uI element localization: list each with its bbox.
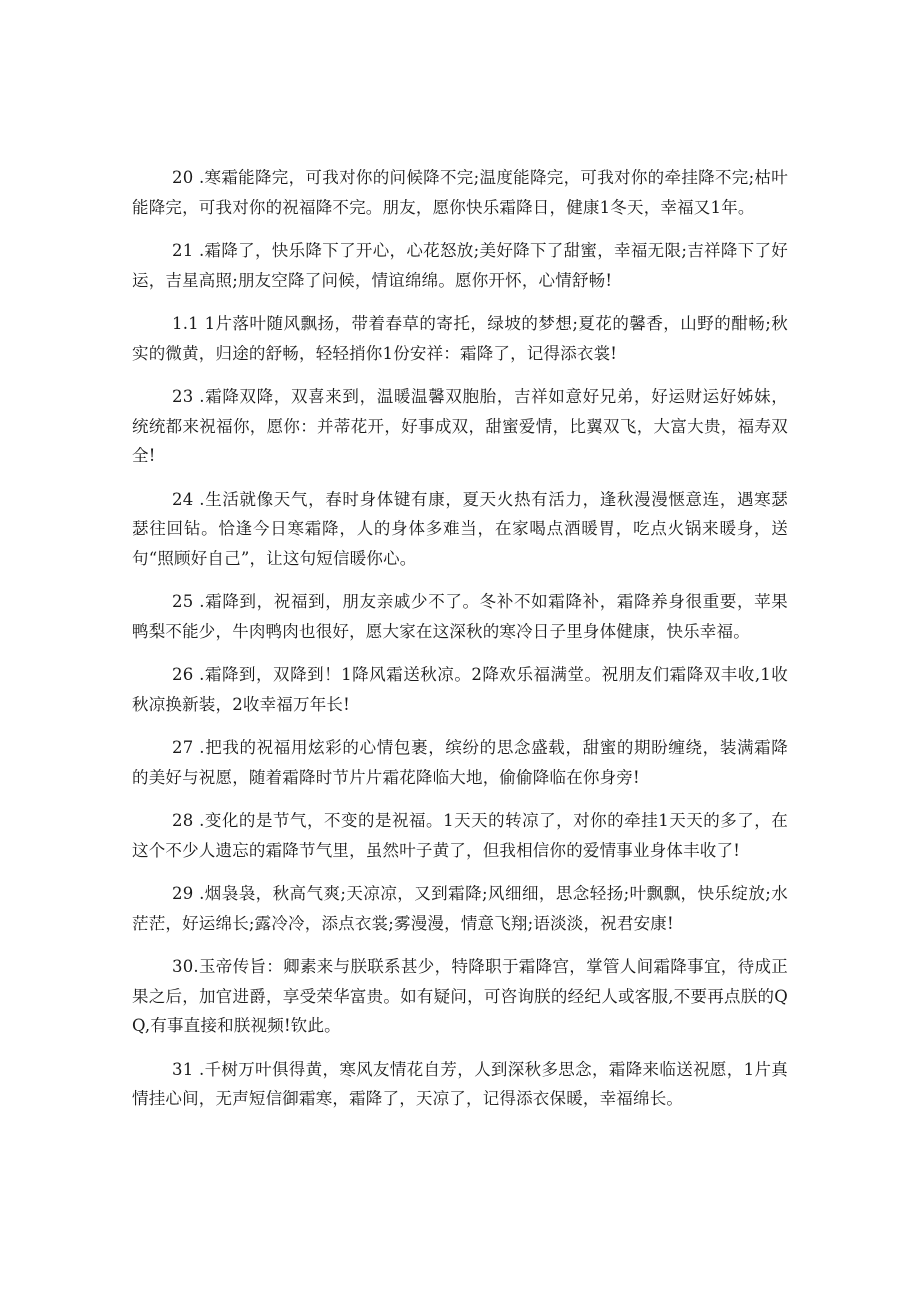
document-body	[132, 163, 788, 1128]
paragraph-20: 20 .寒霜能降完，可我对你的问候降不完;温度能降完，可我对你的牵挂降不完;枯叶能降完，可我对你的祝福降不完。朋友，愿你快乐霜降日，健康1冬天，幸福又1年。	[132, 168, 788, 217]
paragraph-28: 28 .变化的是节气，不变的是祝福。1天天的转凉了，对你的牵挂1天天的多了，在这个不少人遗忘的霜降节气里，虽然叶子黄了，但我相信你的爱情事业身体丰收了!	[132, 811, 788, 860]
paragraph-21: 21 .霜降了，快乐降下了开心，心花怒放;美好降下了甜蜜，幸福无限;吉祥降下了好运，吉星高照;朋友空降了问候，情谊绵绵。愿你开怀，心情舒畅!	[132, 241, 788, 290]
paragraph-29: 29 .烟袅袅，秋高气爽;天凉凉，又到霜降;风细细，思念轻扬;叶飘飘，快乐绽放;水茫茫，好运绵长;露冷冷，添点衣裳;雾漫漫，情意飞翔;语淡淡，祝君安康!	[132, 884, 788, 933]
paragraph-30: 30.玉帝传旨：卿素来与朕联系甚少，特降职于霜降宫，掌管人间霜降事宜，待成正果之后，加官进爵，享受荣华富贵。如有疑问，可咨询朕的经纪人或客服,不要再点朕的QQ,有事直接和朕视频!钦此。	[132, 957, 788, 1035]
paragraph-25: 25 .霜降到，祝福到，朋友亲戚少不了。冬补不如霜降补，霜降养身很重要，苹果鸭梨不能少，牛肉鸭肉也很好，愿大家在这深秋的寒冷日子里身体健康，快乐幸福。	[132, 592, 788, 641]
paragraph-23: 23 .霜降双降，双喜来到，温暖温馨双胞胎，吉祥如意好兄弟，好运财运好姊妹，统统都来祝福你，愿你：并蒂花开，好事成双，甜蜜爱情，比翼双飞，大富大贵，福寿双全!	[132, 387, 788, 465]
paragraph-22: 1.1 1片落叶随风飘扬，带着春草的寄托，绿坡的梦想;夏花的馨香，山野的酣畅;秋实的微黄，归途的舒畅，轻轻捎你1份安祥：霜降了，记得添衣裳!	[132, 314, 788, 363]
paragraph-31: 31 .千树万叶俱得黄，寒风友情花自芳，人到深秋多思念，霜降来临送祝愿，1片真情挂心间，无声短信御霜寒，霜降了，天凉了，记得添衣保暖，幸福绵长。	[132, 1059, 788, 1108]
paragraph-24: 24 .生活就像天气，春时身体键有康，夏天火热有活力，逢秋漫漫惬意连，遇寒瑟瑟往回钻。恰逢今日寒霜降，人的身体多难当，在家喝点酒暖胃，吃点火锅来暖身，送句“照顾好自己”，让这句短信暖你心。	[132, 489, 788, 568]
paragraph-26: 26 .霜降到，双降到！1降风霜送秋凉。2降欢乐福满堂。祝朋友们霜降双丰收,1收秋凉换新装，2收幸福万年长!	[132, 665, 788, 714]
paragraph-27: 27 .把我的祝福用炫彩的心情包裹，缤纷的思念盛载，甜蜜的期盼缠绕，装满霜降的美好与祝愿，随着霜降时节片片霜花降临大地，偷偷降临在你身旁!	[132, 738, 788, 787]
